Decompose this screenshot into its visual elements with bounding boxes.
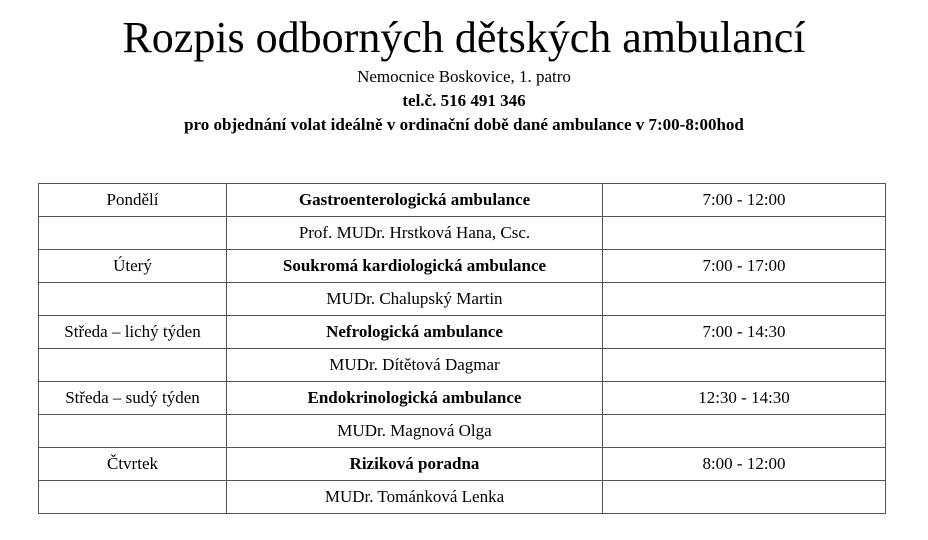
day-cell: Čtvrtek <box>39 448 227 481</box>
hours-cell: 7:00 - 17:00 <box>603 250 886 283</box>
doctor-cell: Prof. MUDr. Hrstková Hana, Csc. <box>227 217 603 250</box>
hours-cell: 12:30 - 14:30 <box>603 382 886 415</box>
table-row <box>39 481 886 514</box>
ambulance-cell: Gastroenterologická ambulance <box>227 184 603 217</box>
table-row <box>39 250 886 283</box>
empty-cell <box>39 349 227 382</box>
empty-cell <box>603 415 886 448</box>
ambulance-cell: Riziková poradna <box>227 448 603 481</box>
ambulance-cell: Endokrinologická ambulance <box>227 382 603 415</box>
doctor-cell: MUDr. Tománková Lenka <box>227 481 603 514</box>
table-row <box>39 415 886 448</box>
booking-note: pro objednání volat ideálně v ordinační době dané ambulance v 7:00-8:00hod <box>184 115 744 134</box>
hours-cell: 8:00 - 12:00 <box>603 448 886 481</box>
table-row <box>39 448 886 481</box>
empty-cell <box>603 217 886 250</box>
hours-cell: 7:00 - 14:30 <box>603 316 886 349</box>
phone-text: tel.č. 516 491 346 <box>402 91 526 110</box>
table-row <box>39 217 886 250</box>
doctor-cell: MUDr. Dítětová Dagmar <box>227 349 603 382</box>
table-row <box>39 316 886 349</box>
day-cell: Středa – lichý týden <box>39 316 227 349</box>
location-text: Nemocnice Boskovice, 1. patro <box>357 67 571 86</box>
table-row <box>39 382 886 415</box>
day-cell: Středa – sudý týden <box>39 382 227 415</box>
day-cell: Pondělí <box>39 184 227 217</box>
day-cell: Úterý <box>39 250 227 283</box>
hours-cell: 7:00 - 12:00 <box>603 184 886 217</box>
doctor-cell: MUDr. Magnová Olga <box>227 415 603 448</box>
ambulance-cell: Soukromá kardiologická ambulance <box>227 250 603 283</box>
doctor-cell: MUDr. Chalupský Martin <box>227 283 603 316</box>
ambulance-cell: Nefrologická ambulance <box>227 316 603 349</box>
table-row <box>39 349 886 382</box>
empty-cell <box>603 481 886 514</box>
table-row <box>39 283 886 316</box>
empty-cell <box>39 481 227 514</box>
empty-cell <box>39 415 227 448</box>
schedule-table <box>38 183 886 514</box>
table-row <box>39 184 886 217</box>
empty-cell <box>39 283 227 316</box>
empty-cell <box>603 283 886 316</box>
page-title: Rozpis odborných dětských ambulancí <box>122 13 806 62</box>
empty-cell <box>39 217 227 250</box>
empty-cell <box>603 349 886 382</box>
